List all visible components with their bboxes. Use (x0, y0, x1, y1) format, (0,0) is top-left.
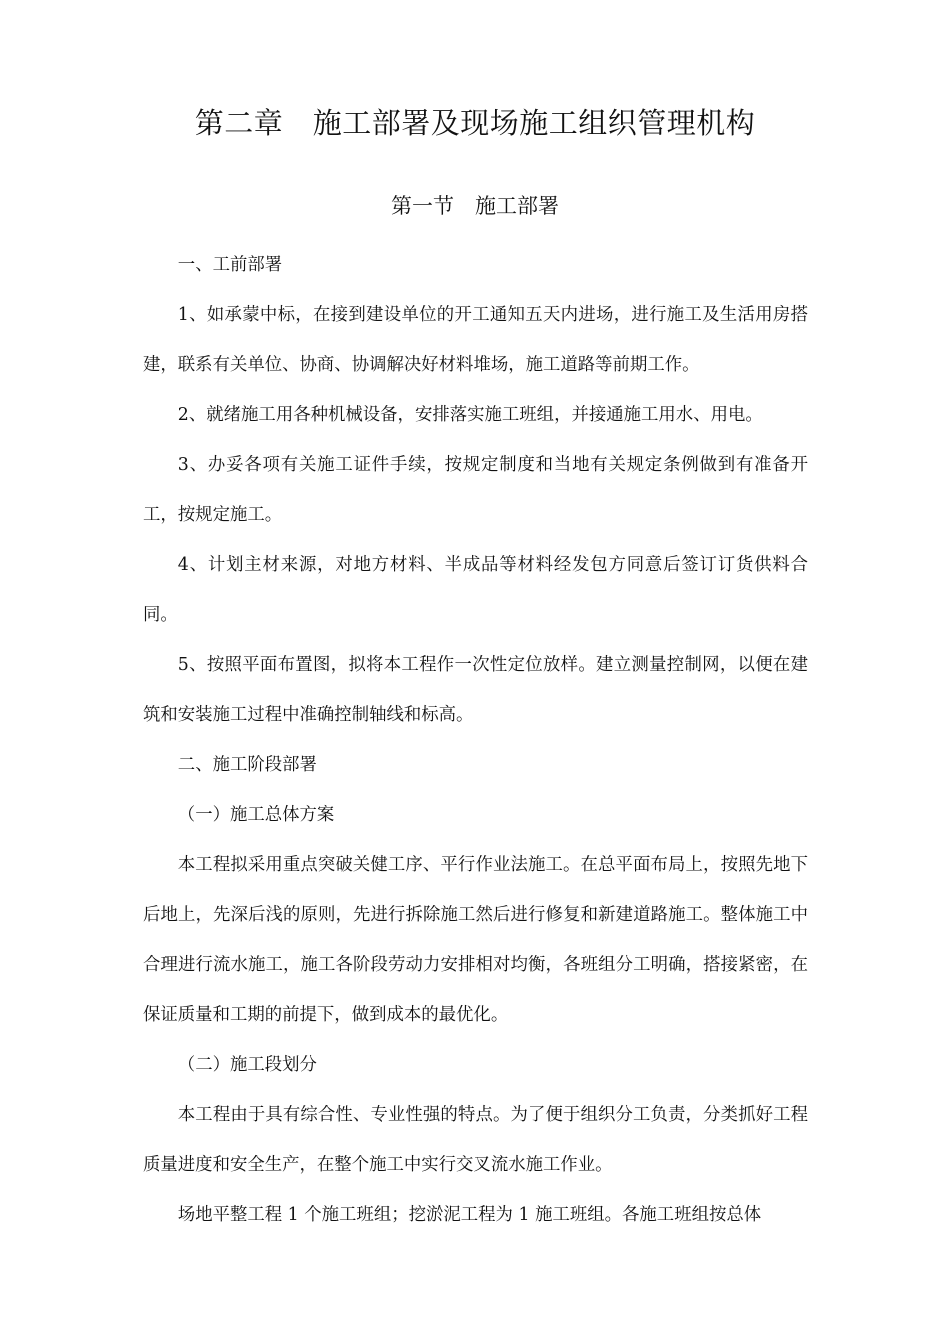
paragraph-work-teams: 场地平整工程 1 个施工班组；挖淤泥工程为 1 施工班组。各施工班组按总体 (177, 1205, 762, 1225)
paragraph-item-3: 3、办妥各项有关施工证件手续，按规定制度和当地有关规定条例做到有准备开工，按规定施工。 (143, 455, 808, 525)
section-title: 第一节 施工部署 (391, 194, 559, 218)
paragraph-overall-plan: 本工程拟采用重点突破关健工序、平行作业法施工。在总平面布局上，按照先地下后地上，先深后浅的原则，先进行拆除施工然后进行修复和新建道路施工。整体施工中合理进行流水施工，施工各阶段劳动力安排相对均衡，各班组分工明确，搭接紧密，在保证质量和工期的前提下，做到成本的最优化。 (143, 855, 808, 1025)
heading-construction-stage: 二、施工阶段部署 (177, 755, 317, 775)
document-body (143, 240, 808, 1240)
paragraph-item-2: 2、就绪施工用各种机械设备，安排落实施工班组，并接通施工用水、用电。 (177, 405, 763, 425)
paragraph-section-division: 本工程由于具有综合性、专业性强的特点。为了便于组织分工负责，分类抓好工程质量进度和安全生产，在整个施工中实行交叉流水施工作业。 (143, 1105, 808, 1175)
paragraph-item-5: 5、按照平面布置图，拟将本工程作一次性定位放样。建立测量控制网，以便在建筑和安装施工过程中准确控制轴线和标高。 (143, 655, 808, 725)
chapter-title: 第二章 施工部署及现场施工组织管理机构 (194, 106, 756, 140)
subheading-overall-plan: （一）施工总体方案 (177, 805, 335, 825)
subheading-section-division: （二）施工段划分 (177, 1055, 317, 1075)
heading-pre-construction: 一、工前部署 (177, 255, 283, 275)
paragraph-item-4: 4、计划主材来源，对地方材料、半成品等材料经发包方同意后签订订货供料合同。 (143, 555, 808, 625)
paragraph-item-1: 1、如承蒙中标，在接到建设单位的开工通知五天内进场，进行施工及生活用房搭建，联系有关单位、协商、协调解决好材料堆场，施工道路等前期工作。 (143, 305, 808, 375)
